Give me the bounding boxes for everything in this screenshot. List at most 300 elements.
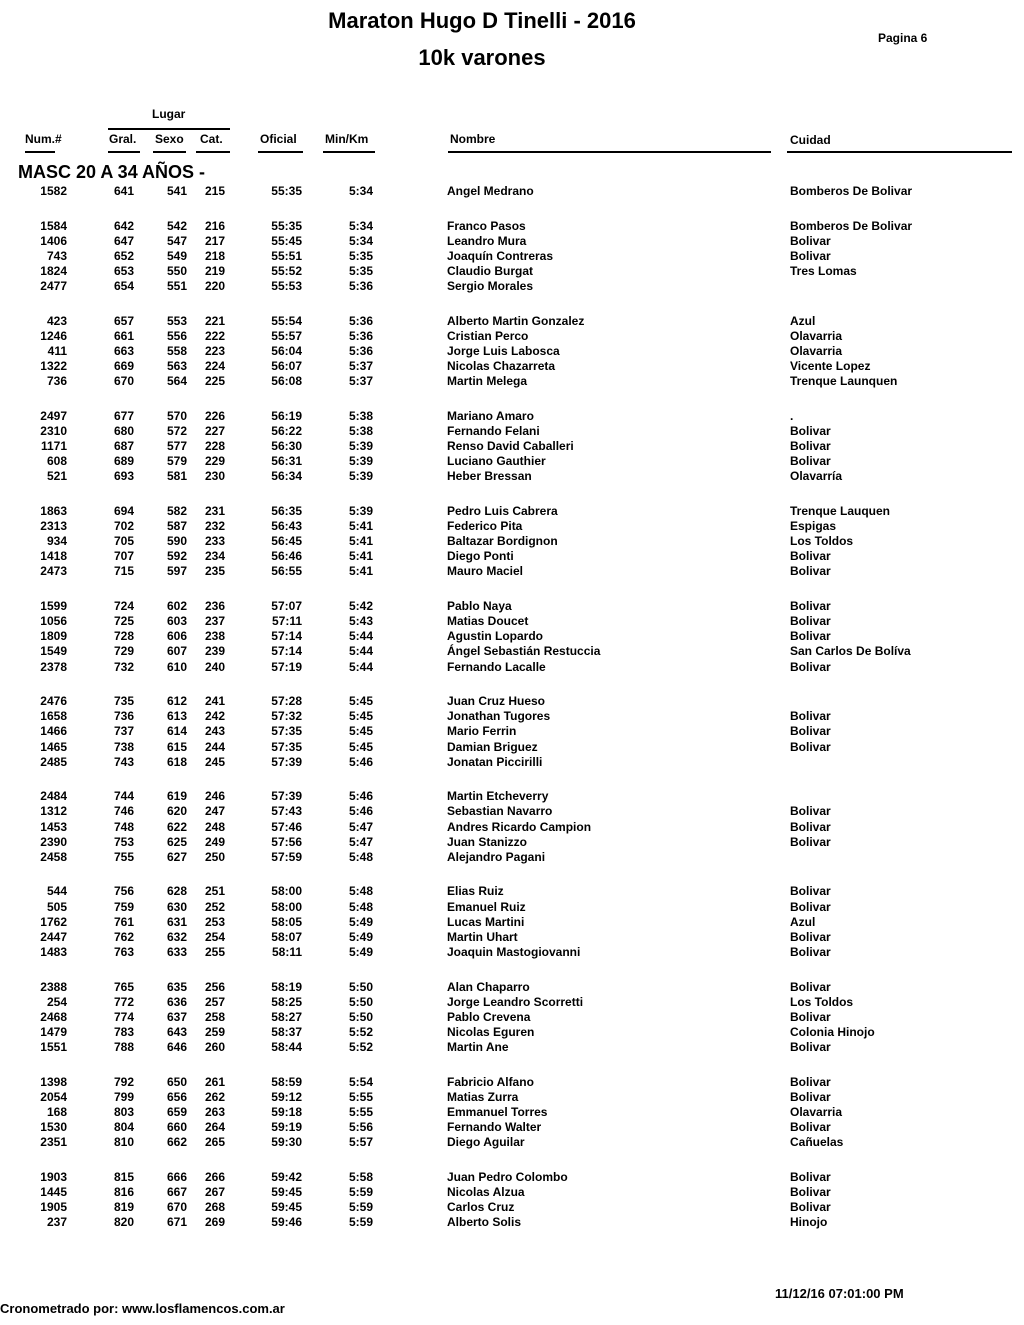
oficial-time-cell: 58:11 — [271, 944, 302, 959]
oficial-time-cell: 59:12 — [271, 1089, 302, 1104]
gral-cell: 707 — [113, 549, 134, 564]
cat-cell: 264 — [204, 1119, 225, 1134]
num-cell: 1171 — [40, 439, 67, 454]
num-cell: 2458 — [40, 849, 67, 864]
cat-cell: 220 — [204, 279, 225, 294]
gral-cell: 819 — [113, 1199, 134, 1214]
oficial-time-cell: 58:07 — [271, 929, 302, 944]
runner-name-cell: Jonatan Piccirilli — [447, 754, 543, 769]
city-cell: Bolivar — [790, 979, 831, 994]
num-cell: 1465 — [40, 739, 67, 754]
sexo-cell: 577 — [166, 439, 187, 454]
city-cell: Los Toldos — [790, 994, 854, 1009]
pace-cell: 5:41 — [348, 519, 373, 534]
cat-cell: 241 — [204, 694, 225, 709]
oficial-time-cell: 57:35 — [271, 739, 302, 754]
column-header-num: Num.# — [25, 132, 62, 146]
num-cell: 1551 — [40, 1039, 67, 1054]
runner-name-cell: Fabricio Alfano — [447, 1074, 534, 1089]
sexo-cell: 556 — [166, 328, 187, 343]
sexo-cell: 660 — [166, 1119, 187, 1134]
sexo-cell: 612 — [166, 694, 187, 709]
gral-cell: 693 — [113, 469, 134, 484]
gral-cell: 756 — [113, 884, 134, 899]
runner-name-cell: Nicolas Eguren — [447, 1024, 535, 1039]
city-cell: Bolivar — [790, 659, 831, 674]
sexo-cell: 628 — [166, 884, 187, 899]
num-cell: 1905 — [40, 1199, 67, 1214]
pace-cell: 5:52 — [348, 1039, 373, 1054]
sexo-cell: 542 — [166, 218, 187, 233]
sexo-cell: 643 — [166, 1024, 187, 1039]
pace-cell: 5:45 — [348, 739, 373, 754]
cat-cell: 258 — [204, 1009, 225, 1024]
oficial-time-cell: 55:52 — [271, 264, 302, 278]
num-cell: 1599 — [40, 599, 67, 614]
gral-cell: 820 — [113, 1215, 134, 1229]
oficial-time-cell: 58:00 — [271, 884, 302, 899]
num-cell: 2497 — [40, 408, 67, 423]
num-cell: 2054 — [40, 1089, 67, 1104]
runner-name-cell: Heber Bressan — [447, 469, 532, 484]
gral-cell: 669 — [113, 359, 134, 374]
oficial-time-cell: 59:18 — [271, 1104, 302, 1119]
cat-cell: 267 — [204, 1184, 225, 1199]
num-cell: 2468 — [40, 1009, 67, 1024]
cat-cell: 244 — [204, 739, 225, 754]
cat-cell: 265 — [204, 1135, 225, 1149]
pace-cell: 5:39 — [348, 469, 373, 484]
sexo-cell: 592 — [166, 549, 187, 564]
oficial-time-cell: 55:53 — [271, 279, 302, 294]
sexo-cell: 610 — [166, 659, 187, 674]
pace-cell: 5:45 — [348, 709, 373, 724]
gral-cell: 737 — [113, 724, 134, 739]
city-cell: Bomberos De Bolivar — [790, 184, 913, 198]
num-cell: 1824 — [40, 264, 67, 278]
runner-name-cell: Alan Chaparro — [447, 979, 530, 994]
gral-cell: 774 — [113, 1009, 134, 1024]
cat-cell: 245 — [204, 754, 225, 769]
num-cell: 1530 — [40, 1119, 67, 1134]
sexo-cell: 650 — [166, 1074, 187, 1089]
oficial-time-cell: 55:51 — [271, 248, 302, 263]
num-cell: 1584 — [40, 218, 67, 233]
sexo-cell: 614 — [166, 724, 187, 739]
gral-cell: 689 — [113, 454, 134, 469]
pace-cell: 5:46 — [348, 789, 373, 804]
gral-cell: 735 — [113, 694, 134, 709]
oficial-time-cell: 58:19 — [271, 979, 302, 994]
pace-cell: 5:41 — [348, 549, 373, 564]
runner-name-cell: Lucas Martini — [447, 914, 525, 929]
sexo-cell: 541 — [166, 184, 187, 198]
runner-name-cell: Baltazar Bordignon — [447, 534, 558, 549]
cat-cell: 230 — [204, 469, 225, 484]
runner-name-cell: Cristian Perco — [447, 328, 529, 343]
oficial-time-cell: 57:35 — [271, 724, 302, 739]
table-row — [0, 314, 1024, 329]
oficial-time-cell: 55:35 — [271, 184, 302, 198]
pace-cell: 5:48 — [348, 884, 373, 899]
runner-name-cell: Elias Ruiz — [447, 884, 504, 899]
oficial-time-cell: 56:34 — [271, 469, 302, 484]
table-row — [0, 724, 1024, 739]
sexo-cell: 618 — [166, 754, 187, 769]
city-cell: Bolivar — [790, 424, 831, 438]
gral-cell: 647 — [113, 233, 134, 248]
runner-name-cell: Leandro Mura — [447, 233, 527, 248]
oficial-time-cell: 55:57 — [271, 328, 302, 343]
city-cell: Bolivar — [790, 834, 831, 849]
pace-cell: 5:35 — [348, 264, 373, 278]
runner-name-cell: Jonathan Tugores — [447, 709, 551, 724]
num-cell: 544 — [46, 884, 67, 899]
cat-cell: 229 — [204, 454, 225, 469]
cat-cell: 226 — [204, 408, 225, 423]
runner-name-cell: Pablo Crevena — [447, 1009, 531, 1024]
num-cell: 411 — [47, 344, 67, 358]
runner-name-cell: Alejandro Pagani — [447, 849, 546, 864]
sexo-cell: 551 — [166, 279, 187, 294]
num-cell: 1418 — [40, 549, 67, 564]
num-cell: 2390 — [40, 834, 67, 849]
city-cell: Bolivar — [790, 819, 831, 834]
oficial-time-cell: 59:45 — [271, 1184, 302, 1199]
pace-cell: 5:52 — [348, 1024, 373, 1039]
pace-cell: 5:44 — [348, 644, 373, 659]
pace-cell: 5:55 — [348, 1089, 373, 1104]
table-row — [0, 755, 1024, 770]
cat-cell: 238 — [204, 629, 225, 644]
sexo-cell: 590 — [166, 534, 187, 549]
city-cell: Bolivar — [790, 804, 831, 819]
table-row — [0, 1170, 1024, 1185]
runner-name-cell: Martin Ane — [447, 1039, 509, 1054]
oficial-time-cell: 56:22 — [271, 424, 302, 438]
oficial-time-cell: 57:14 — [271, 629, 302, 644]
city-cell: Bolivar — [790, 614, 831, 629]
runner-name-cell: Jorge Luis Labosca — [447, 344, 560, 358]
sexo-cell: 602 — [166, 599, 187, 614]
cat-cell: 240 — [204, 659, 225, 674]
sexo-cell: 670 — [166, 1199, 187, 1214]
page-number: Pagina 6 — [878, 31, 928, 45]
gral-cell: 804 — [113, 1119, 134, 1134]
runner-name-cell: Andres Ricardo Campion — [447, 819, 592, 834]
city-cell: Cañuelas — [790, 1135, 844, 1149]
gral-cell: 788 — [113, 1039, 134, 1054]
table-row — [0, 1075, 1024, 1090]
runner-name-cell: Claudio Burgat — [447, 264, 533, 278]
table-row — [0, 279, 1024, 294]
gral-cell: 680 — [113, 424, 134, 438]
pace-cell: 5:35 — [348, 248, 373, 263]
runner-name-cell: Nicolas Alzua — [447, 1184, 525, 1199]
city-cell: Bolivar — [790, 1009, 831, 1024]
sexo-cell: 659 — [166, 1104, 187, 1119]
num-cell: 934 — [46, 534, 67, 549]
sexo-cell: 632 — [166, 929, 187, 944]
num-cell: 743 — [46, 248, 67, 263]
gral-cell: 765 — [113, 979, 134, 994]
oficial-time-cell: 58:37 — [271, 1024, 302, 1039]
oficial-time-cell: 58:25 — [271, 994, 302, 1009]
table-row — [0, 1120, 1024, 1135]
city-cell: Tres Lomas — [790, 264, 857, 278]
table-row — [0, 564, 1024, 579]
table-row — [0, 694, 1024, 709]
gral-underline — [108, 151, 140, 153]
num-cell: 736 — [46, 374, 67, 389]
gral-cell: 799 — [113, 1089, 134, 1104]
sexo-underline — [153, 151, 186, 153]
gral-cell: 652 — [113, 248, 134, 263]
num-cell: 2388 — [40, 979, 67, 994]
num-cell: 608 — [46, 454, 67, 469]
oficial-time-cell: 56:08 — [271, 374, 302, 389]
oficial-time-cell: 58:27 — [271, 1009, 302, 1024]
runner-name-cell: Luciano Gauthier — [447, 454, 546, 469]
num-cell: 2484 — [40, 789, 67, 804]
city-cell: Bolivar — [790, 564, 831, 579]
gral-cell: 761 — [113, 914, 134, 929]
pace-cell: 5:38 — [348, 408, 373, 423]
runner-name-cell: Pablo Naya — [447, 599, 512, 614]
cat-cell: 234 — [204, 549, 225, 564]
gral-cell: 653 — [113, 264, 134, 278]
table-row — [0, 409, 1024, 424]
cat-cell: 223 — [204, 344, 225, 358]
runner-name-cell: Martin Etcheverry — [447, 789, 549, 804]
num-cell: 2476 — [40, 694, 67, 709]
sexo-cell: 613 — [166, 709, 187, 724]
gral-cell: 762 — [113, 929, 134, 944]
oficial-time-cell: 57:07 — [271, 599, 302, 614]
city-cell: Olavarria — [790, 328, 843, 343]
gral-cell: 670 — [113, 374, 134, 389]
runner-name-cell: Nicolas Chazarreta — [447, 359, 556, 374]
city-cell: Vicente Lopez — [790, 359, 871, 374]
gral-cell: 694 — [113, 504, 134, 518]
pace-cell: 5:45 — [348, 724, 373, 739]
cat-cell: 250 — [204, 849, 225, 864]
pace-cell: 5:41 — [348, 534, 373, 549]
table-row — [0, 900, 1024, 915]
minkm-underline — [323, 151, 375, 153]
city-cell: Trenque Launquen — [790, 374, 898, 389]
cat-cell: 217 — [204, 233, 225, 248]
num-underline — [25, 151, 55, 153]
column-header-gral: Gral. — [109, 132, 137, 146]
num-cell: 1056 — [40, 614, 67, 629]
gral-cell: 744 — [113, 789, 134, 804]
cat-cell: 266 — [204, 1169, 225, 1184]
sexo-cell: 633 — [166, 944, 187, 959]
num-cell: 168 — [46, 1104, 67, 1119]
table-row — [0, 249, 1024, 264]
cat-cell: 254 — [204, 929, 225, 944]
num-cell: 1483 — [40, 944, 67, 959]
oficial-time-cell: 56:19 — [271, 408, 302, 423]
table-row — [0, 629, 1024, 644]
num-cell: 1903 — [40, 1169, 67, 1184]
pace-cell: 5:47 — [348, 834, 373, 849]
num-cell: 2477 — [40, 279, 67, 294]
runner-name-cell: Fernando Lacalle — [447, 659, 546, 674]
table-row — [0, 835, 1024, 850]
oficial-time-cell: 57:39 — [271, 754, 302, 769]
nombre-underline — [448, 151, 771, 153]
cat-cell: 269 — [204, 1215, 225, 1229]
runner-name-cell: Fernando Felani — [447, 424, 540, 438]
city-cell: Bolivar — [790, 439, 831, 454]
city-cell: Bolivar — [790, 248, 831, 263]
city-cell: Bolivar — [790, 724, 831, 739]
num-cell: 2473 — [40, 564, 67, 579]
oficial-time-cell: 59:42 — [271, 1169, 302, 1184]
num-cell: 1398 — [40, 1074, 67, 1089]
gral-cell: 815 — [113, 1169, 134, 1184]
gral-cell: 732 — [113, 659, 134, 674]
lugar-group-underline — [108, 128, 230, 130]
runner-name-cell: Sebastian Navarro — [447, 804, 553, 819]
pace-cell: 5:34 — [348, 233, 373, 248]
city-cell: Bolivar — [790, 1169, 831, 1184]
oficial-time-cell: 58:05 — [271, 914, 302, 929]
runner-name-cell: Alberto Solis — [447, 1215, 522, 1229]
pace-cell: 5:36 — [348, 279, 373, 294]
table-row — [0, 264, 1024, 279]
pace-cell: 5:59 — [348, 1199, 373, 1214]
sexo-cell: 606 — [166, 629, 187, 644]
cat-cell: 233 — [204, 534, 225, 549]
pace-cell: 5:59 — [348, 1184, 373, 1199]
gral-cell: 728 — [113, 629, 134, 644]
table-row — [0, 740, 1024, 755]
oficial-time-cell: 56:55 — [271, 564, 302, 579]
gral-cell: 738 — [113, 739, 134, 754]
sexo-cell: 550 — [166, 264, 187, 278]
pace-cell: 5:55 — [348, 1104, 373, 1119]
city-cell: Espigas — [790, 519, 837, 534]
cat-cell: 261 — [204, 1074, 225, 1089]
table-row — [0, 329, 1024, 344]
runner-name-cell: Diego Aguilar — [447, 1135, 525, 1149]
pace-cell: 5:36 — [348, 313, 373, 328]
table-row — [0, 804, 1024, 819]
cat-cell: 222 — [204, 328, 225, 343]
gral-cell: 725 — [113, 614, 134, 629]
sexo-cell: 666 — [166, 1169, 187, 1184]
city-cell: Bolivar — [790, 1199, 831, 1214]
table-row — [0, 234, 1024, 249]
city-cell: Bomberos De Bolivar — [790, 218, 913, 233]
city-cell: Bolivar — [790, 739, 831, 754]
num-cell: 2485 — [40, 754, 67, 769]
pace-cell: 5:37 — [348, 374, 373, 389]
sexo-cell: 631 — [166, 914, 187, 929]
gral-cell: 759 — [113, 899, 134, 914]
pace-cell: 5:39 — [348, 439, 373, 454]
cat-cell: 237 — [204, 614, 225, 629]
gral-cell: 803 — [113, 1104, 134, 1119]
oficial-time-cell: 55:54 — [271, 313, 302, 328]
oficial-time-cell: 59:45 — [271, 1199, 302, 1214]
table-row — [0, 469, 1024, 484]
runner-name-cell: Agustin Lopardo — [447, 629, 543, 644]
sexo-cell: 603 — [166, 614, 187, 629]
sexo-cell: 625 — [166, 834, 187, 849]
column-header-oficial: Oficial — [260, 132, 297, 146]
gral-cell: 641 — [113, 184, 134, 198]
city-cell: Olavarria — [790, 1104, 843, 1119]
pace-cell: 5:36 — [348, 344, 373, 358]
table-row — [0, 344, 1024, 359]
city-cell: Bolivar — [790, 1119, 831, 1134]
oficial-underline — [258, 151, 303, 153]
city-cell: Bolivar — [790, 709, 831, 724]
runner-name-cell: Alberto Martin Gonzalez — [447, 313, 585, 328]
pace-cell: 5:44 — [348, 659, 373, 674]
city-cell: Bolivar — [790, 233, 831, 248]
cat-cell: 248 — [204, 819, 225, 834]
pace-cell: 5:47 — [348, 819, 373, 834]
gral-cell: 663 — [113, 344, 134, 358]
pace-cell: 5:49 — [348, 944, 373, 959]
runner-name-cell: Mario Ferrin — [447, 724, 517, 739]
table-row — [0, 359, 1024, 374]
cat-cell: 225 — [204, 374, 225, 389]
print-timestamp: 11/12/16 07:01:00 PM — [775, 1286, 904, 1301]
num-cell: 1453 — [40, 819, 67, 834]
sexo-cell: 637 — [166, 1009, 187, 1024]
oficial-time-cell: 59:30 — [271, 1135, 302, 1149]
pace-cell: 5:57 — [348, 1135, 373, 1149]
num-cell: 423 — [46, 313, 67, 328]
pace-cell: 5:37 — [348, 359, 373, 374]
table-row — [0, 945, 1024, 960]
oficial-time-cell: 56:30 — [271, 439, 302, 454]
oficial-time-cell: 57:39 — [271, 789, 302, 804]
runner-name-cell: Matias Zurra — [447, 1089, 519, 1104]
table-row — [0, 980, 1024, 995]
sexo-cell: 597 — [166, 564, 187, 579]
oficial-time-cell: 57:28 — [271, 694, 302, 709]
cat-cell: 263 — [204, 1104, 225, 1119]
city-cell: Bolivar — [790, 629, 831, 644]
pace-cell: 5:45 — [348, 694, 373, 709]
oficial-time-cell: 56:43 — [271, 519, 302, 534]
gral-cell: 772 — [113, 994, 134, 1009]
table-row — [0, 1040, 1024, 1055]
table-row — [0, 1200, 1024, 1215]
pace-cell: 5:50 — [348, 979, 373, 994]
pace-cell: 5:42 — [348, 599, 373, 614]
gral-cell: 661 — [113, 328, 134, 343]
cat-cell: 268 — [204, 1199, 225, 1214]
table-row — [0, 504, 1024, 519]
pace-cell: 5:48 — [348, 899, 373, 914]
sexo-cell: 635 — [166, 979, 187, 994]
pace-cell: 5:54 — [348, 1074, 373, 1089]
oficial-time-cell: 57:56 — [271, 834, 302, 849]
runner-name-cell: Mariano Amaro — [447, 408, 534, 423]
oficial-time-cell: 57:19 — [271, 659, 302, 674]
num-cell: 2313 — [40, 519, 67, 534]
runner-name-cell: Federico Pita — [447, 519, 523, 534]
column-group-lugar: Lugar — [152, 107, 186, 121]
